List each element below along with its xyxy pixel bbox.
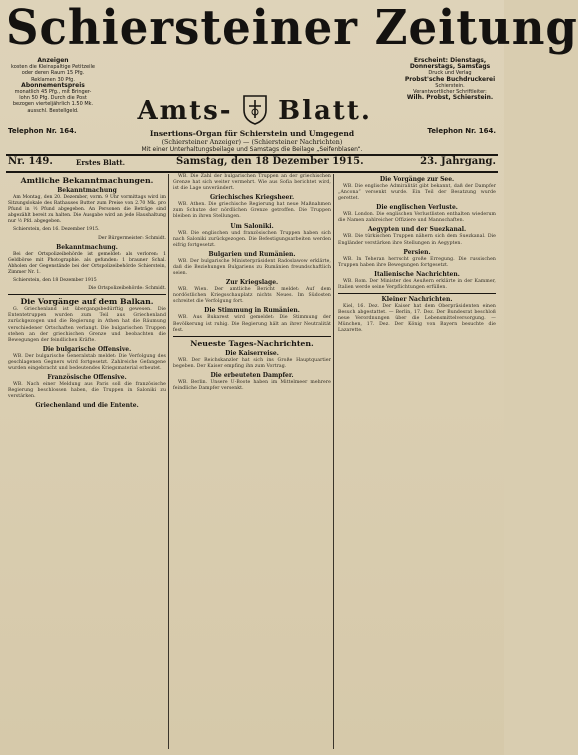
article-text: WB. In Teheran herrscht große Erregung. Die russischen Truppen haben ihre Bewegungen fortgesetzt. — [338, 256, 496, 268]
article-heading: Die Vorgänge zur See. — [379, 176, 455, 183]
insertions-organ-line: Insertions-Organ für Schierstein und Umgegend — [149, 129, 355, 138]
issue-number: Nr. 149. — [8, 156, 53, 167]
article-text: WB. Der bulgarische Ministerpräsident Radoslawow erklärte, daß die Beziehungen Bulgariens zu Rumänien freundschaftlich seien. — [173, 258, 331, 277]
article-text: WB. Die türkischen Truppen nähern sich dem Suezkanal. Die Engländer verstärken ihre Stellungen in Aegypten. — [338, 234, 496, 246]
article-heading: Bekanntmachung — [57, 187, 117, 194]
masthead-title: Schiersteiner Zeitung — [6, 0, 578, 56]
supplement-note: Mit einer Unterhaltungsbeilage und Samstags die Beilage „Seifenblasen“. — [141, 146, 363, 153]
abo-line: bezogen vierteljährlich 1.50 Mk. — [12, 101, 94, 108]
signature: Der Bürgermeister: Schmidt. — [98, 235, 166, 241]
article-heading: Die Stimmung in Rumänien. — [204, 307, 300, 315]
article-text: Kiel, 16. Dez. Der Kaiser hat dem Oberpräsidenten einen Besuch abgestattet. — Berlin, 17. Dez. Der Bundesrat beschloß neue Verordnungen über die Lebensmittelversorgung. — München, 17. Dez. Der König von Bayern besuchte die Lazarette. — [338, 304, 496, 334]
section-heading: Neueste Tages-Nachrichten. — [190, 338, 314, 348]
issue-date: Samstag, den 18 Dezember 1915. — [176, 156, 364, 167]
article-text: Bei der Ortspolizeibehörde ist gemeldet: als verloren: 1 Geldbörse mit Photographie. als gefunden: 1 brauner Schal. Abholen der Gegenstände bei der Ortspolizeibehörde Schierstein, Zimmer Nr. 1. — [8, 251, 166, 275]
article-heading: Zur Kriegslage. — [225, 279, 279, 287]
insertions-organ-subline: (Schiersteiner Anzeiger) — (Schiersteiner Nachrichten) — [161, 138, 343, 146]
article-text: WB. Wien. Der amtliche Bericht meldet: Auf dem nordöstlichen Kriegsschauplatz nichts Neues. Im Südosten schreitet die Verfolgung fort. — [173, 287, 331, 305]
redakteur-line: Wilh. Probst, Schierstein. — [406, 94, 494, 102]
rule-bottom — [6, 171, 498, 173]
divider — [338, 293, 496, 294]
dateline — [6, 156, 498, 170]
anzeigen-heading: Anzeigen — [37, 57, 69, 64]
article-heading: Um Saloniki. — [230, 222, 274, 230]
anzeigen-line: kosten die Kleinspaltige Petitzeile — [11, 64, 95, 71]
article-text: G. Griechenland ist übergangsbedürftig gewesen. Die Ententetruppen wurden zum Teil aus Griechenland zurückgezogen und die Regierung in Athen hat die Räumung verschiedener Ortschaften verlangt. Die bulgarischen Truppen stehen an der griechischen Grenze und beobachten die Bewegungen der feindlichen Kräfte. — [8, 307, 166, 343]
article-text: WB. Der Reichskanzler hat sich ins Große Hauptquartier begeben. Der Kaiser empfing ihn zum Vortrag. — [173, 357, 331, 369]
subscription-info-box — [8, 58, 98, 124]
amts-word: Amts- — [137, 96, 233, 126]
erscheint-line: Druck und Verlag — [428, 70, 472, 77]
abo-heading: Abonnementspreis — [21, 81, 85, 89]
article-text: WB. Die Zahl der bulgarischen Truppen an der griechischen Grenze hat sich weiter vermehrt. Wie aus Sofia berichtet wird, ist die Lage unverändert. — [173, 174, 331, 192]
article-text: WB. Rom. Der Minister des Aeußern erklärte in der Kammer, Italien werde seine Verpflichtungen erfüllen. — [338, 278, 496, 290]
redakteur-line: Verantwortlicher Schriftleiter: — [413, 89, 487, 96]
column-3 — [338, 174, 496, 749]
phone-number-right: Telephon Nr. 164. — [427, 127, 496, 135]
article-heading: Griechenland und die Entente. — [35, 402, 139, 410]
article-heading: Die Kaiserreise. — [225, 349, 279, 357]
signature-place: Schierstein, den 16. Dezember 1915. — [13, 227, 100, 233]
article-heading: Italienische Nachrichten. — [374, 270, 460, 278]
volume-year: 23. Jahrgang. — [420, 156, 496, 167]
article-heading: Die bulgarische Offensive. — [42, 345, 132, 353]
article-text: WB. Der bulgarische Generalstab meldet: Die Verfolgung des geschlagenen Gegners wird fortgesetzt. Zahlreiche Gefangene wurden eingebracht und bedeutendes Kriegsmaterial erbeutet. — [8, 353, 166, 371]
blatt-word: Blatt. — [278, 96, 372, 126]
article-heading: Bekanntmachung. — [56, 243, 118, 251]
article-text: WB. Aus Bukarest wird gemeldet: Die Stimmung der Bevölkerung ist ruhig. Die Regierung hält an ihrer Neutralität fest. — [173, 315, 331, 333]
phone-number-left: Telephon Nr. 164. — [8, 127, 77, 135]
article-heading: Die erbeuteten Dampfer. — [210, 371, 294, 379]
column-separator — [168, 174, 169, 749]
erscheint-line: Probst'sche Buchdruckerei — [404, 75, 496, 83]
column-2 — [173, 174, 331, 749]
divider — [8, 294, 166, 295]
abo-line: ausschl. Bestellgeld. — [27, 107, 79, 114]
article-text: WB. Die englische Admiralität gibt bekannt, daß der Dampfer „Ancona“ versenkt wurde. Ein Teil der Besatzung wurde gerettet. — [338, 184, 496, 202]
column-separator — [333, 174, 334, 749]
coat-of-arms-icon — [241, 92, 269, 126]
signature-place: Schierstein, den 18 Dezember 1915 — [13, 278, 97, 284]
first-sheet-label: Erstes Blatt. — [76, 158, 126, 167]
anzeigen-line: oder deren Raum 15 Pfg. — [21, 70, 85, 77]
article-heading: Aegypten und der Suezkanal. — [367, 226, 467, 234]
signature: Die Ortspolizeibehörde: Schmidt. — [88, 286, 166, 292]
article-heading: Französische Offensive. — [47, 374, 127, 382]
section-heading: Die Vorgänge auf dem Balkan. — [20, 297, 154, 307]
column-1 — [8, 174, 166, 749]
article-text: WB. Athen. Die griechische Regierung hat neue Maßnahmen zum Schutze der nördlichen Grenze getroffen. Die Truppen bleiben in ihren Stellungen. — [173, 202, 331, 220]
section-heading: Amtliche Bekanntmachungen. — [20, 176, 154, 185]
divider — [173, 336, 331, 337]
article-heading: Kleiner Nachrichten. — [381, 296, 453, 304]
erscheint-line: Donnerstags, Samstags — [409, 63, 491, 71]
article-heading: Persien. — [403, 248, 431, 256]
publication-info-box — [404, 58, 496, 124]
abo-line: lohn 50 Pfg. Durch die Post — [19, 95, 87, 102]
article-text: WB. London. Die englischen Verlustlisten enthalten wiederum die Namen zahlreicher Offiziere und Mannschaften. — [338, 212, 496, 224]
anzeigen-line: Reklamen 30 Pfg. — [31, 76, 75, 83]
abo-line: monatlich 45 Pfg., mit Bringer- — [14, 89, 92, 96]
erscheint-heading: Erscheint: Dienstags, — [413, 57, 487, 64]
article-text: WB. Die englischen und französischen Truppen haben sich nach Saloniki zurückgezogen. Die Befestigungsarbeiten werden eifrig fortgesetzt. — [173, 230, 331, 248]
article-text: Am Montag, den 20. Dezember, vorm. 9 Uhr vormittags wird im Sitzungslokale des Rathauses Butter zum Preise von 2.70 Mk. pro Pfund in ½ Pfund abgegeben. An Personen die Beträge sind abgezählt bereit zu halten. Die Ausgabe wird an jede Haushaltung nur ½ Pfd. abgegeben. — [8, 195, 166, 225]
article-heading: Die englischen Verluste. — [376, 204, 458, 212]
article-text: WB. Berlin. Unsere U-Boote haben im Mittelmeer mehrere feindliche Dampfer versenkt. — [173, 379, 331, 391]
article-heading: Griechisches Kriegsheer. — [209, 194, 295, 202]
article-text: WB. Nach einer Meldung aus Paris soll die französische Regierung beschlossen haben, die Truppen in Saloniki zu verstärken. — [8, 382, 166, 400]
article-heading: Bulgarien und Rumänien. — [208, 250, 296, 258]
erscheint-line: Schierstein. — [435, 82, 465, 89]
